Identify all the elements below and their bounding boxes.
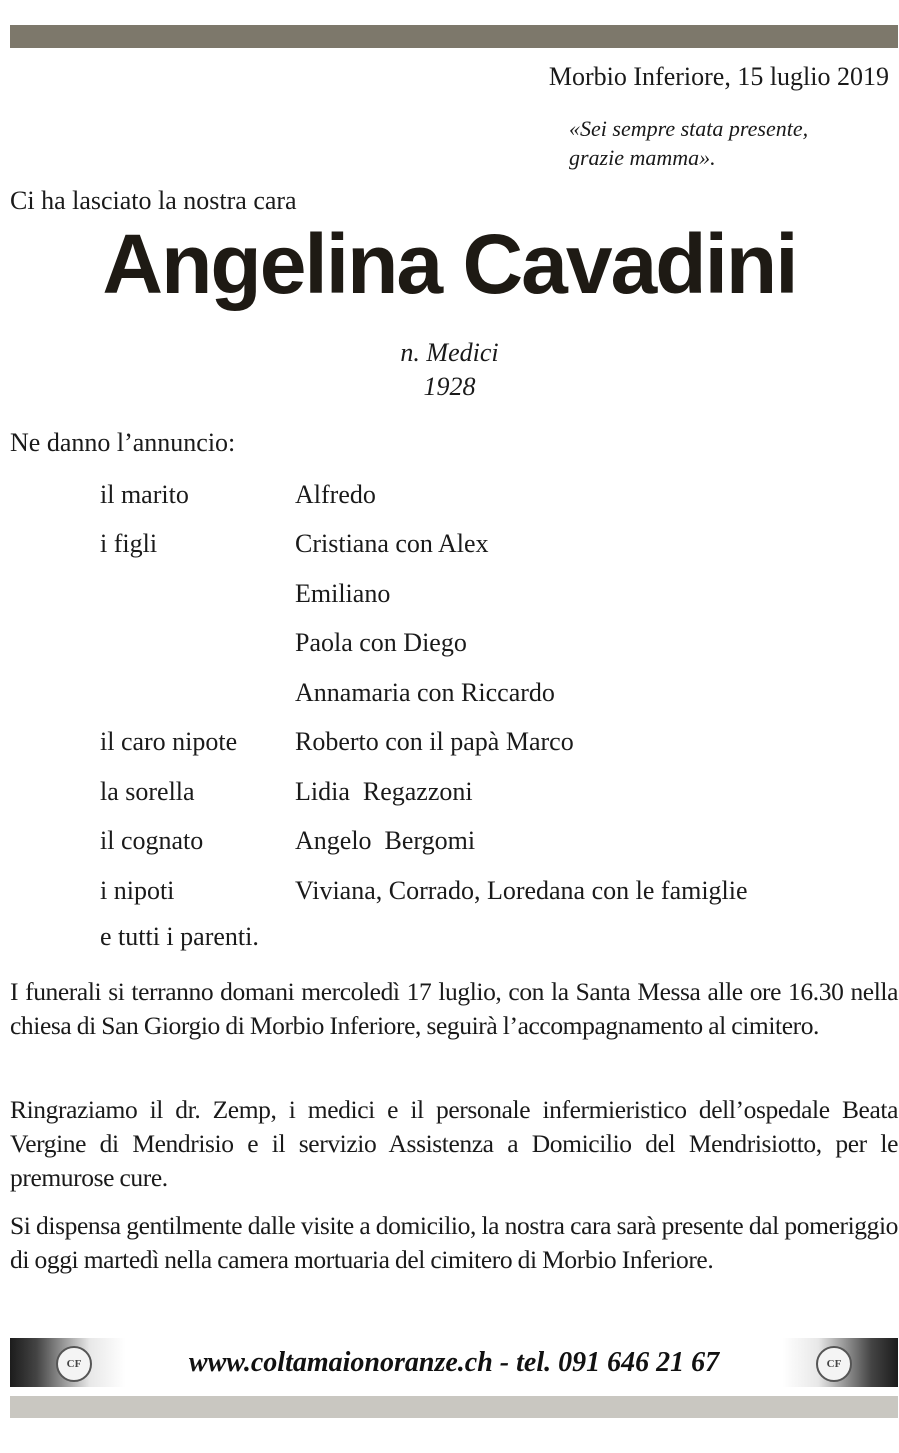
- family-row: [100, 718, 748, 768]
- family-names: Alfredo: [295, 479, 376, 509]
- funeral-home-logo-icon: CF: [56, 1346, 92, 1382]
- family-row: [100, 520, 748, 570]
- family-role: la sorella: [100, 776, 195, 806]
- family-names: Roberto con il papà Marco: [295, 727, 574, 757]
- deceased-name: Angelina Cavadini: [102, 217, 797, 311]
- intro-text: Ci ha lasciato la nostra cara: [10, 186, 297, 215]
- family-row: [100, 619, 748, 669]
- deceased-details: [0, 336, 899, 404]
- bottom-divider-bar: [10, 1396, 898, 1418]
- family-role: il caro nipote: [100, 727, 238, 757]
- quote-line: grazie mamma».: [569, 145, 716, 170]
- family-names: Emiliano: [295, 578, 391, 608]
- footer-band: [10, 1338, 898, 1387]
- quote-line: «Sei sempre stata presente,: [569, 116, 809, 141]
- family-row: [100, 470, 748, 520]
- family-row: [100, 668, 748, 718]
- family-row: [100, 569, 748, 619]
- family-names: Lidia Regazzoni: [295, 776, 473, 806]
- family-names: Viviana, Corrado, Loredana con le famiglie: [295, 875, 748, 905]
- visits-paragraph: Si dispensa gentilmente dalle visite a domicilio, la nostra cara sarà presente dal pomeriggio di oggi martedì nella camera mortuaria del cimitero di Morbio Inferiore.: [10, 1211, 898, 1274]
- top-divider-bar: [10, 25, 898, 48]
- family-role: i figli: [100, 529, 158, 559]
- family-list: [100, 470, 748, 916]
- family-names: Cristiana con Alex: [295, 529, 489, 559]
- thanks-paragraph: Ringraziamo il dr. Zemp, i medici e il personale infermieristico dell’ospedale Beata Vergine di Mendrisio e il servizio Assistenza a Domicilio del Mendrisiotto, per le premurose cure.: [10, 1095, 898, 1192]
- family-names: Angelo Bergomi: [295, 826, 476, 856]
- family-role: i nipoti: [100, 875, 175, 905]
- place-date: Morbio Inferiore, 15 luglio 2019: [548, 62, 889, 91]
- closing-line: e tutti i parenti.: [100, 922, 259, 951]
- family-role: il cognato: [100, 826, 204, 856]
- announcement-intro: Ne danno l’annuncio:: [10, 428, 236, 457]
- footer-contact: www.coltamaionoranze.ch - tel. 091 646 21 67: [188, 1347, 720, 1378]
- funeral-home-logo-icon: CF: [816, 1346, 852, 1382]
- family-row: [100, 866, 748, 916]
- dedication-quote: [569, 114, 889, 172]
- family-row: [100, 817, 748, 867]
- maiden-name: n. Medici: [400, 338, 499, 367]
- family-names: Paola con Diego: [295, 628, 467, 658]
- funeral-paragraph: I funerali si terranno domani mercoledì 17 luglio, con la Santa Messa alle ore 16.30 nella chiesa di San Giorgio di Morbio Inferiore, seguirà l’accompagnamento al cimitero.: [10, 977, 898, 1040]
- family-names: Annamaria con Riccardo: [295, 677, 555, 707]
- birth-year: 1928: [423, 372, 476, 401]
- family-row: [100, 767, 748, 817]
- family-role: il marito: [100, 479, 189, 509]
